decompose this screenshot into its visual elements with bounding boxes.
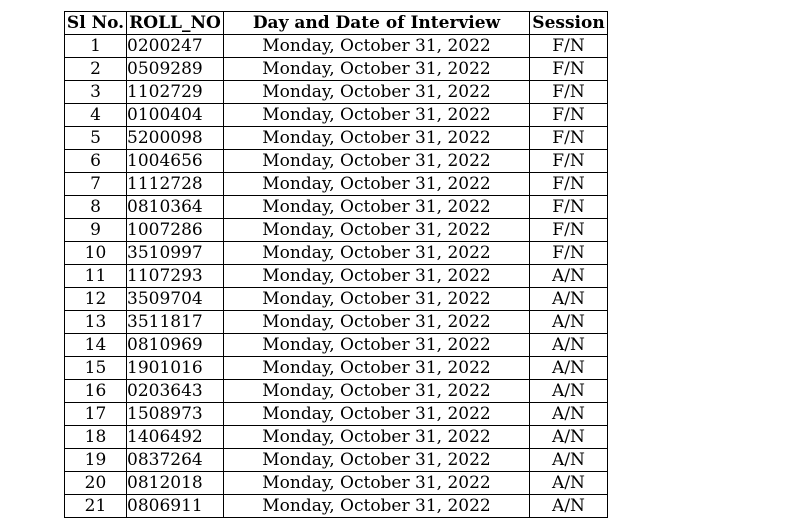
- cell-roll-no: 0812018: [127, 472, 224, 495]
- cell-session: F/N: [530, 242, 608, 265]
- table-row: [65, 311, 608, 334]
- cell-roll-no: 1112728: [127, 173, 224, 196]
- cell-sl-no: 6: [65, 150, 127, 173]
- cell-session: A/N: [530, 449, 608, 472]
- cell-session: A/N: [530, 265, 608, 288]
- cell-interview-date: Monday, October 31, 2022: [224, 265, 530, 288]
- cell-sl-no: 7: [65, 173, 127, 196]
- cell-interview-date: Monday, October 31, 2022: [224, 127, 530, 150]
- table-row: [65, 219, 608, 242]
- header-sl-no: Sl No.: [65, 12, 127, 35]
- cell-session: A/N: [530, 357, 608, 380]
- table-header-row: [65, 12, 608, 35]
- table-row: [65, 265, 608, 288]
- table-row: [65, 449, 608, 472]
- cell-interview-date: Monday, October 31, 2022: [224, 35, 530, 58]
- cell-sl-no: 18: [65, 426, 127, 449]
- cell-session: F/N: [530, 127, 608, 150]
- table-row: [65, 104, 608, 127]
- cell-interview-date: Monday, October 31, 2022: [224, 311, 530, 334]
- cell-roll-no: 0810364: [127, 196, 224, 219]
- cell-sl-no: 8: [65, 196, 127, 219]
- cell-session: F/N: [530, 58, 608, 81]
- cell-interview-date: Monday, October 31, 2022: [224, 403, 530, 426]
- cell-sl-no: 1: [65, 35, 127, 58]
- header-interview-date: Day and Date of Interview: [224, 12, 530, 35]
- cell-sl-no: 19: [65, 449, 127, 472]
- cell-session: A/N: [530, 311, 608, 334]
- cell-sl-no: 10: [65, 242, 127, 265]
- cell-roll-no: 1004656: [127, 150, 224, 173]
- cell-sl-no: 20: [65, 472, 127, 495]
- cell-session: F/N: [530, 196, 608, 219]
- cell-session: F/N: [530, 104, 608, 127]
- cell-sl-no: 3: [65, 81, 127, 104]
- table-body: [65, 35, 608, 518]
- cell-session: F/N: [530, 81, 608, 104]
- cell-interview-date: Monday, October 31, 2022: [224, 495, 530, 518]
- table-row: [65, 472, 608, 495]
- cell-interview-date: Monday, October 31, 2022: [224, 58, 530, 81]
- cell-roll-no: 1508973: [127, 403, 224, 426]
- cell-roll-no: 0806911: [127, 495, 224, 518]
- table-row: [65, 196, 608, 219]
- cell-sl-no: 11: [65, 265, 127, 288]
- cell-roll-no: 1102729: [127, 81, 224, 104]
- cell-roll-no: 0837264: [127, 449, 224, 472]
- cell-interview-date: Monday, October 31, 2022: [224, 150, 530, 173]
- cell-sl-no: 4: [65, 104, 127, 127]
- cell-roll-no: 5200098: [127, 127, 224, 150]
- cell-session: A/N: [530, 403, 608, 426]
- cell-sl-no: 21: [65, 495, 127, 518]
- cell-interview-date: Monday, October 31, 2022: [224, 472, 530, 495]
- cell-session: F/N: [530, 35, 608, 58]
- table-row: [65, 173, 608, 196]
- cell-roll-no: 0509289: [127, 58, 224, 81]
- cell-interview-date: Monday, October 31, 2022: [224, 288, 530, 311]
- cell-roll-no: 1901016: [127, 357, 224, 380]
- cell-sl-no: 12: [65, 288, 127, 311]
- cell-sl-no: 9: [65, 219, 127, 242]
- cell-interview-date: Monday, October 31, 2022: [224, 104, 530, 127]
- cell-sl-no: 14: [65, 334, 127, 357]
- cell-interview-date: Monday, October 31, 2022: [224, 334, 530, 357]
- interview-schedule-table: [64, 11, 608, 518]
- table-row: [65, 81, 608, 104]
- cell-session: A/N: [530, 334, 608, 357]
- cell-sl-no: 17: [65, 403, 127, 426]
- cell-session: A/N: [530, 472, 608, 495]
- cell-roll-no: 0100404: [127, 104, 224, 127]
- cell-session: F/N: [530, 150, 608, 173]
- table-row: [65, 403, 608, 426]
- table-row: [65, 58, 608, 81]
- cell-sl-no: 16: [65, 380, 127, 403]
- cell-interview-date: Monday, October 31, 2022: [224, 196, 530, 219]
- cell-roll-no: 1007286: [127, 219, 224, 242]
- cell-roll-no: 1406492: [127, 426, 224, 449]
- cell-interview-date: Monday, October 31, 2022: [224, 380, 530, 403]
- table-row: [65, 426, 608, 449]
- cell-session: A/N: [530, 495, 608, 518]
- cell-roll-no: 3511817: [127, 311, 224, 334]
- cell-session: A/N: [530, 426, 608, 449]
- cell-sl-no: 13: [65, 311, 127, 334]
- cell-sl-no: 15: [65, 357, 127, 380]
- header-session: Session: [530, 12, 608, 35]
- cell-roll-no: 0203643: [127, 380, 224, 403]
- header-roll-no: ROLL_NO: [127, 12, 224, 35]
- cell-session: F/N: [530, 173, 608, 196]
- cell-interview-date: Monday, October 31, 2022: [224, 242, 530, 265]
- cell-roll-no: 1107293: [127, 265, 224, 288]
- table-row: [65, 150, 608, 173]
- cell-sl-no: 2: [65, 58, 127, 81]
- cell-interview-date: Monday, October 31, 2022: [224, 173, 530, 196]
- cell-sl-no: 5: [65, 127, 127, 150]
- cell-interview-date: Monday, October 31, 2022: [224, 219, 530, 242]
- table-row: [65, 357, 608, 380]
- table-row: [65, 334, 608, 357]
- cell-roll-no: 0200247: [127, 35, 224, 58]
- table-row: [65, 380, 608, 403]
- cell-roll-no: 3510997: [127, 242, 224, 265]
- table-row: [65, 127, 608, 150]
- table-row: [65, 35, 608, 58]
- cell-session: F/N: [530, 219, 608, 242]
- cell-interview-date: Monday, October 31, 2022: [224, 426, 530, 449]
- table-row: [65, 288, 608, 311]
- cell-interview-date: Monday, October 31, 2022: [224, 357, 530, 380]
- cell-roll-no: 3509704: [127, 288, 224, 311]
- cell-interview-date: Monday, October 31, 2022: [224, 81, 530, 104]
- cell-interview-date: Monday, October 31, 2022: [224, 449, 530, 472]
- table-row: [65, 495, 608, 518]
- table-row: [65, 242, 608, 265]
- cell-session: A/N: [530, 380, 608, 403]
- cell-roll-no: 0810969: [127, 334, 224, 357]
- cell-session: A/N: [530, 288, 608, 311]
